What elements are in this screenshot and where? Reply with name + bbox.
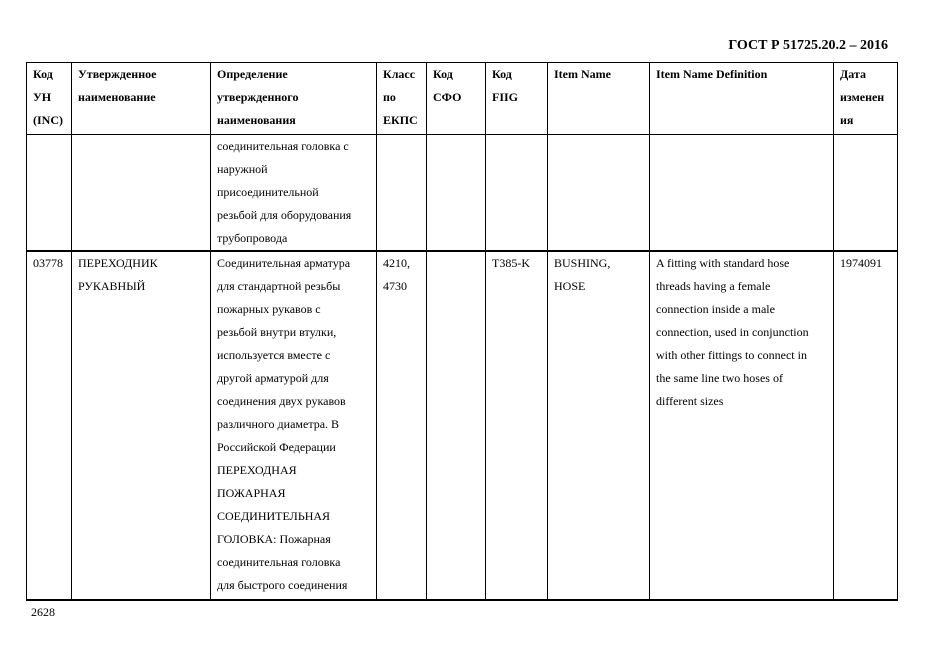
cell-approved-name	[72, 135, 211, 252]
catalog-table	[26, 62, 898, 601]
col-header-class: Класс по ЕКПС	[377, 63, 427, 135]
table-row	[27, 135, 898, 252]
cell-sfo	[427, 135, 486, 252]
cell-approved-name: ПЕРЕХОДНИК РУКАВНЫЙ	[72, 251, 211, 600]
document-standard-title: ГОСТ Р 51725.20.2 – 2016	[728, 38, 888, 53]
cell-item-name	[548, 135, 650, 252]
table-row	[27, 251, 898, 600]
cell-item-definition: A fitting with standard hose threads having a female connection inside a male connection, used in conjunction with other fittings to connect in the same line two hoses of different sizes	[650, 251, 834, 600]
col-header-inc: Код УН (INC)	[27, 63, 72, 135]
col-header-date: Дата изменен ия	[834, 63, 898, 135]
col-header-fiig: Код FIIG	[486, 63, 548, 135]
cell-date: 1974091	[834, 251, 898, 600]
col-header-approved-name: Утвержденное наименование	[72, 63, 211, 135]
cell-class	[377, 135, 427, 252]
cell-inc	[27, 135, 72, 252]
cell-class: 4210, 4730	[377, 251, 427, 600]
cell-date	[834, 135, 898, 252]
cell-sfo	[427, 251, 486, 600]
cell-fiig: T385-K	[486, 251, 548, 600]
page-number: 2628	[31, 605, 55, 619]
col-header-item-definition: Item Name Definition	[650, 63, 834, 135]
cell-fiig	[486, 135, 548, 252]
table-header-row	[27, 63, 898, 135]
cell-definition: Соединительная арматура для стандартной резьбы пожарных рукавов с резьбой внутри втулки, используется вместе с другой арматурой для соединения двух рукавов различного диаметра. В Российской Федерации ПЕРЕХОДНАЯ ПОЖАРНАЯ СОЕДИНИТЕЛЬНАЯ ГОЛОВКА: Пожарная соединительная головка для быстрого соединения	[211, 251, 377, 600]
col-header-sfo: Код СФО	[427, 63, 486, 135]
cell-definition: соединительная головка с наружной присоединительной резьбой для оборудования трубопровода	[211, 135, 377, 252]
cell-inc: 03778	[27, 251, 72, 600]
cell-item-name: BUSHING, HOSE	[548, 251, 650, 600]
cell-item-definition	[650, 135, 834, 252]
col-header-item-name: Item Name	[548, 63, 650, 135]
col-header-definition: Определение утвержденного наименования	[211, 63, 377, 135]
